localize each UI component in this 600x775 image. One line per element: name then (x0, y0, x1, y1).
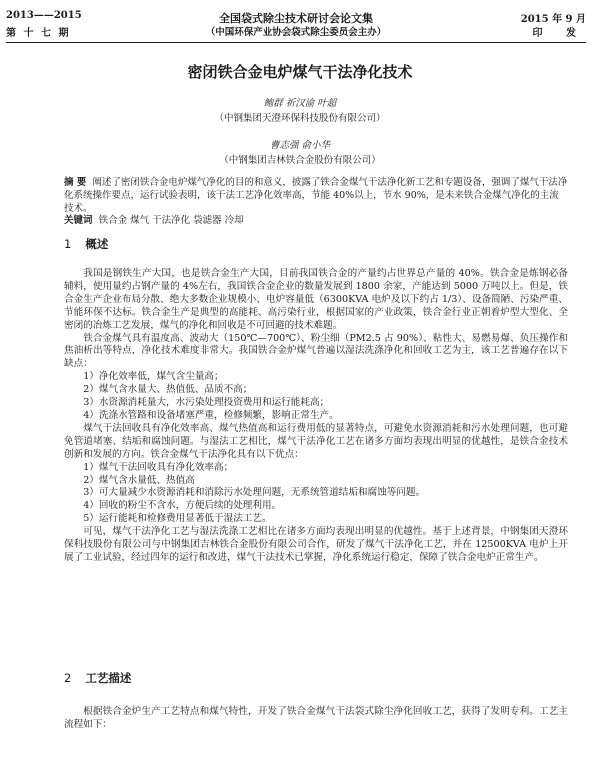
section-number: 2 (64, 671, 72, 685)
paragraph: 铁合金煤气具有温度高、波动大（150℃—700℃）、粉尘细（PM2.5 占 90%）、粘性大、易燃易爆、负压操作和焦油析出等特点，净化技术难度非常大。我国铁合金炉煤气普遍以湿法洗涤净化和回收工艺为主，该工艺普遍存在以下缺点： (64, 332, 568, 370)
running-header (6, 10, 586, 40)
paragraph: 可见，煤气干法净化工艺与湿法洗涤工艺相比在诸多方面均表现出明显的优越性。基于上述背景，中钢集团天澄环保科技股份有限公司与中钢集团吉林铁合金股份有限公司合作，研发了煤气干法净化工艺，并在 12500KVA 电炉上开展了工业试验，经过四年的运行和改进，煤气干法技术已掌握，净化系统运行稳定，保障了铁合金电炉正常生产。 (64, 526, 568, 563)
keywords-label: 关键词 (64, 215, 93, 226)
paper-title: 密闭铁合金电炉煤气干法净化技术 (187, 63, 413, 81)
author-affiliation-2: （中钢集团吉林铁合金股份有限公司） (219, 155, 381, 166)
abstract (64, 176, 568, 215)
section-number: 1 (64, 237, 72, 251)
author-affiliation-1: （中钢集团天澄环保科技股份有限公司） (214, 113, 386, 124)
header-issue: 第 十 七 期 (6, 28, 71, 39)
header-organizer: （中国环保产业协会袋式除尘委员会主办） (205, 27, 387, 38)
header-rule (6, 42, 586, 43)
keywords (64, 212, 568, 226)
paragraph: 我国是钢铁生产大国，也是铁合金生产大国，目前我国铁合金的产量约占世界总产量的 40%。铁合金是炼钢必备辅料，使用量约占钢产量的 4%左右，我国铁合金企业的数量发展到 1800 余家，产能达到 5000 万吨以上。但是，铁合金生产企业布局分散、绝大多数企业规模小、电炉容量低（6300KVA 电炉及以下约占 1/3）、设备简陋、污染严重、节能环保不达标。铁合金生产是典型的高能耗、高污染行业，根据国家的产业政策，铁合金行业正朝着炉型大型化、全密闭的冶炼工艺发展，煤气的净化和回收是不可回避的技术难题。 (64, 268, 568, 331)
header-year-range: 2013——2015 (6, 10, 82, 21)
section-heading-overview (64, 236, 108, 252)
list-item: 4）洗涤水管路和设备堵塞严重，检修频繁，影响正常生产。 (83, 409, 339, 421)
section-title: 概述 (85, 237, 109, 251)
author-names-1: 鲍群 祈汉渝 叶超 (263, 98, 337, 109)
abstract-label: 摘 要 (64, 177, 87, 188)
list-item: 3）水资源消耗量大，水污染处理投资费用和运行能耗高； (83, 397, 330, 409)
author-names-2: 曹志强 俞小华 (269, 140, 331, 151)
section-body-process (64, 706, 568, 732)
list-item: 2）煤气含水量大、热值低、品质不高； (83, 384, 253, 396)
paragraph: 煤气干法回收具有净化效率高、煤气热值高和运行费用低的显著特点，可避免水资源消耗和污水处理问题，也可避免管道堵塞、结垢和腐蚀问题。与湿法工艺相比，煤气干法净化工艺在诸多方面均表现出明显的优越性，是铁合金技术创新和发展的方向。铁合金煤气干法净化具有以下优点： (64, 422, 568, 460)
section-heading-process (64, 670, 131, 686)
header-printed: 印 发 (532, 28, 586, 39)
abstract-text: 阐述了密闭铁合金电炉煤气净化的目的和意义，披露了铁合金煤气干法净化新工艺和专题设备，强调了煤气干法净化系统操作要点，运行试验表明，该干法工艺净化效率高，节能 40%以上，节水 90%，是未来铁合金煤气净化的主流技术。 (64, 177, 568, 214)
list-item: 4）回收的粉尘不含水，方便后续的处理利用。 (83, 500, 282, 512)
list-item: 3）可大量减少水资源消耗和消除污水处理问题，无系统管道结垢和腐蚀等问题。 (83, 487, 426, 499)
section-title: 工艺描述 (85, 671, 132, 685)
list-item: 2）煤气含水量低、热值高 (83, 474, 195, 486)
list-item: 5）运行能耗和检修费用显著低于湿法工艺。 (83, 513, 272, 525)
list-item: 1）净化效率低，煤气含尘量高； (83, 371, 224, 383)
section-body-overview (64, 268, 568, 565)
paragraph: 根据铁合金炉生产工艺特点和煤气特性，开发了铁合金煤气干法袋式除尘净化回收工艺，获得了发明专利。工艺主流程如下： (64, 706, 568, 730)
header-proceedings-title: 全国袋式除尘技术研讨会论文集 (219, 12, 373, 25)
header-date: 2015 年 9 月 (520, 14, 586, 25)
keywords-text: 铁合金 煤气 干法净化 袋滤器 冷却 (98, 215, 244, 226)
list-item: 1）煤气干法回收具有净化效率高； (83, 461, 234, 473)
